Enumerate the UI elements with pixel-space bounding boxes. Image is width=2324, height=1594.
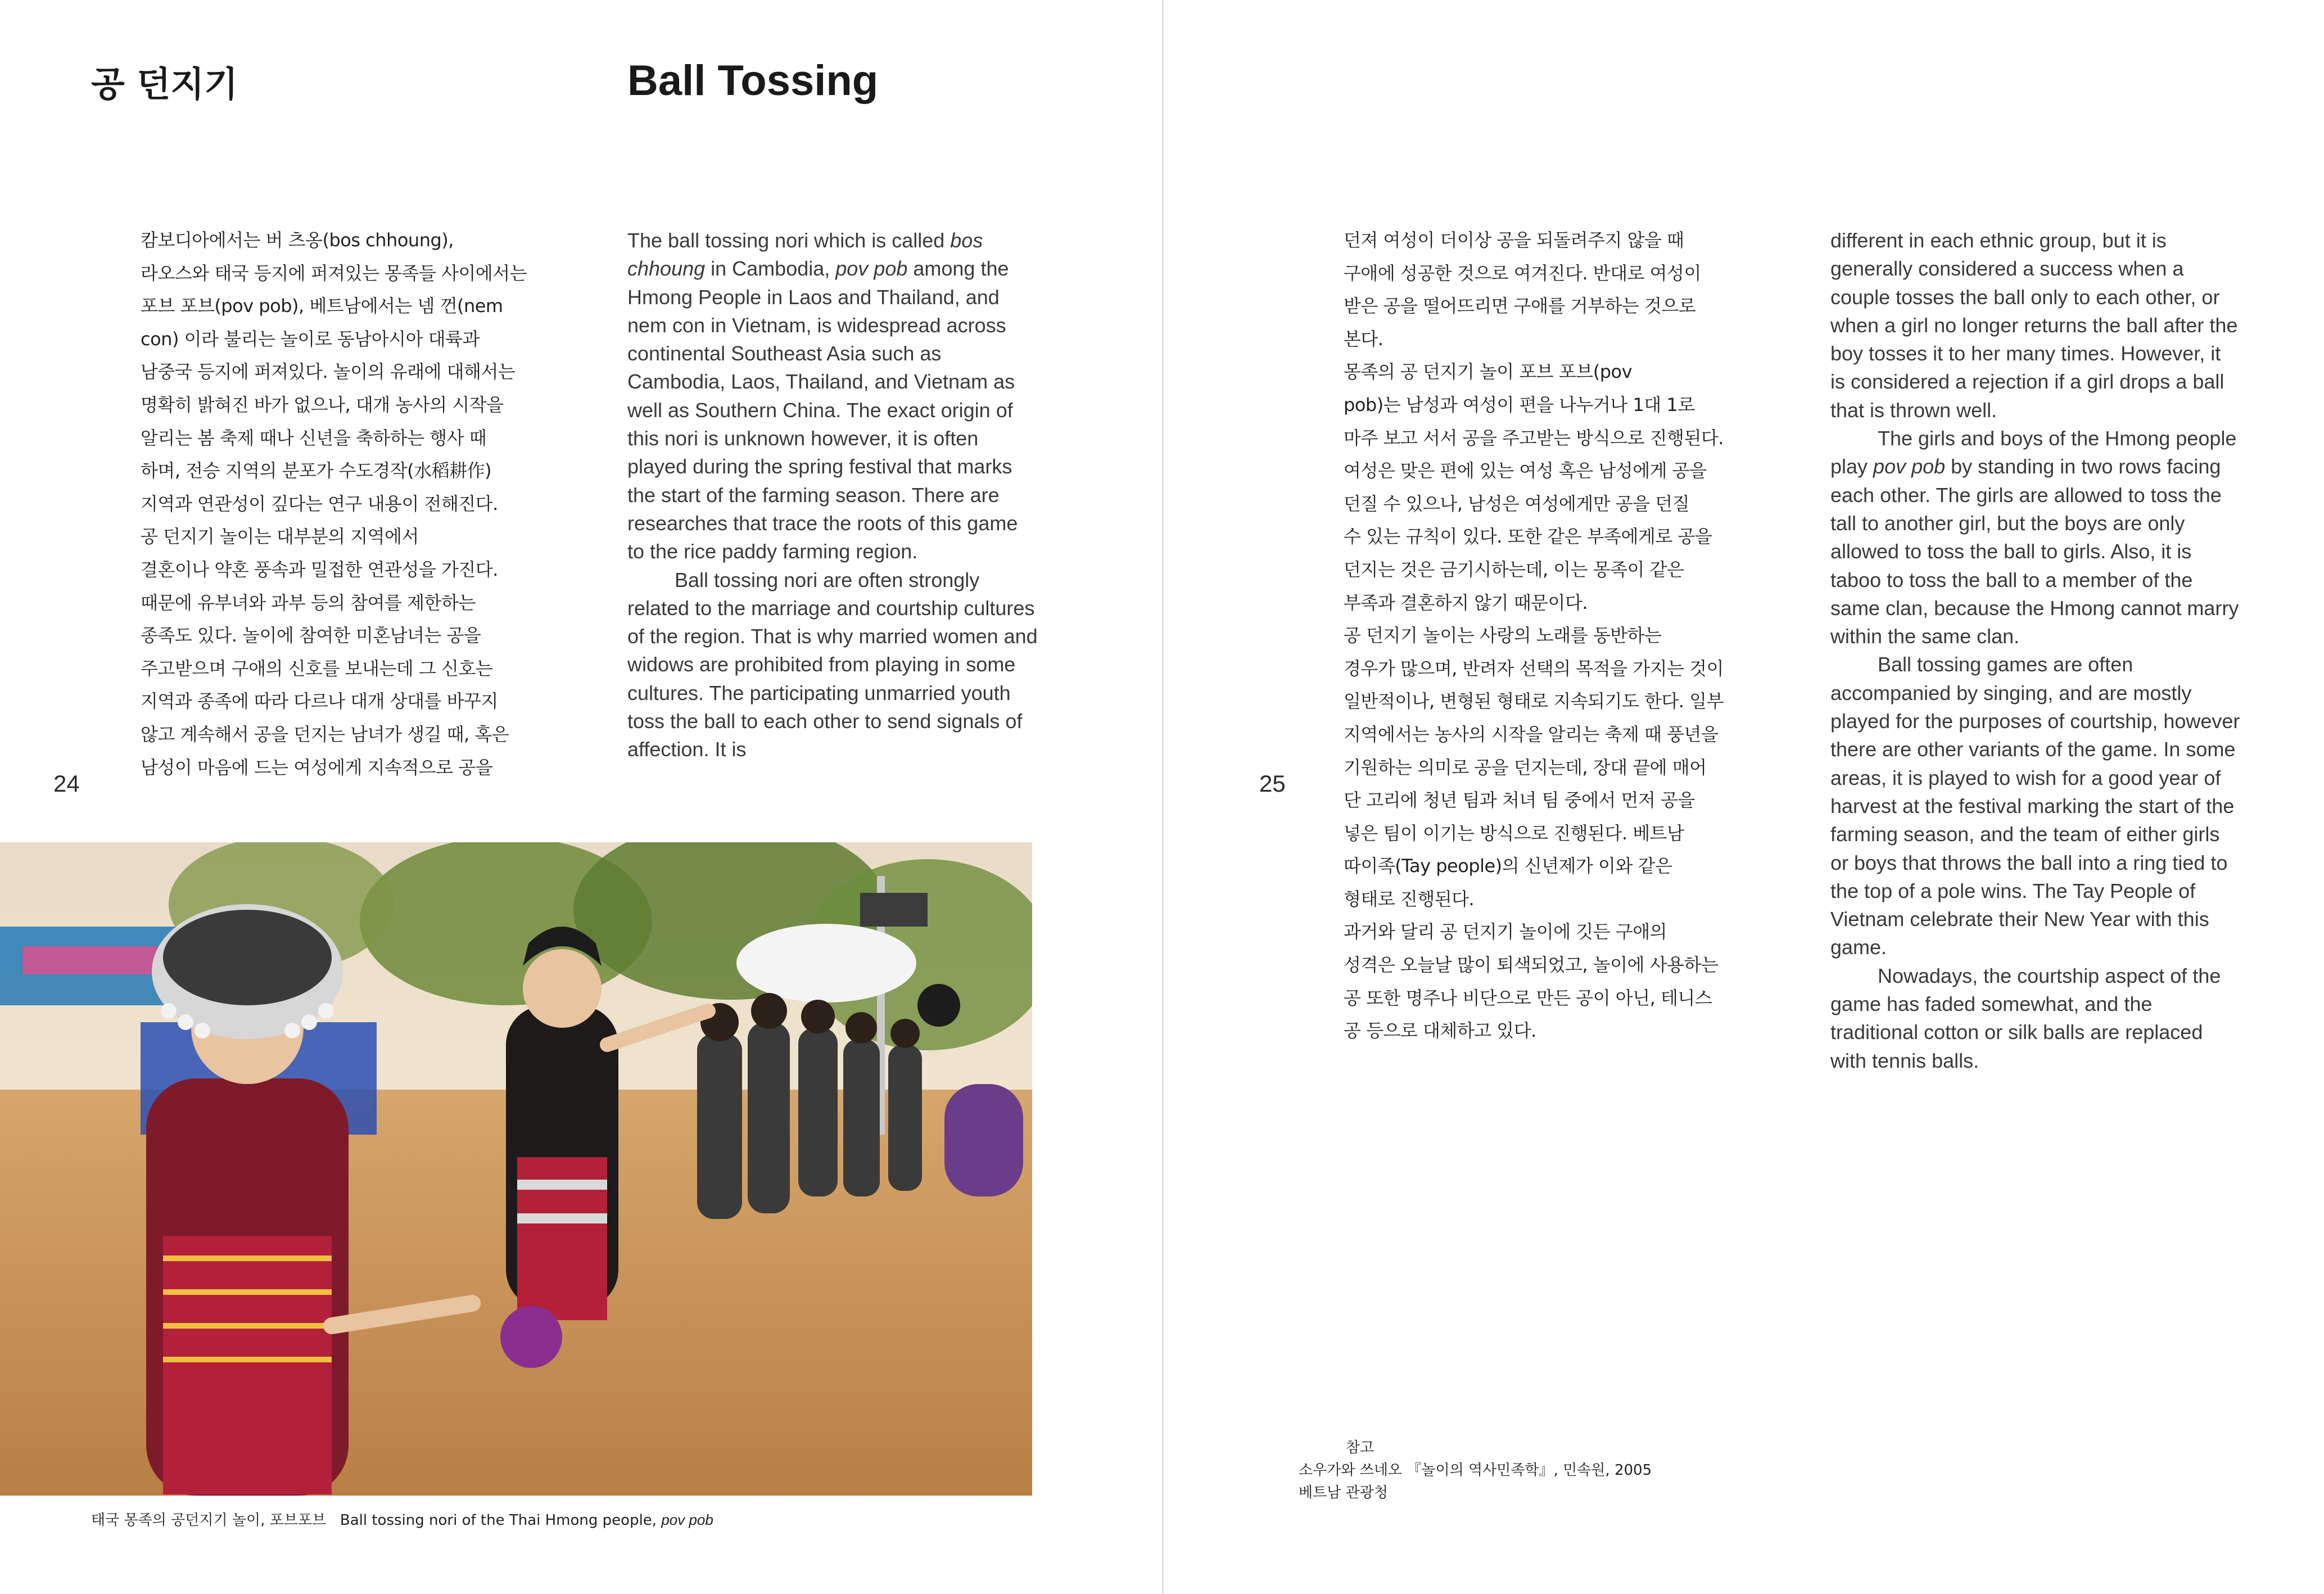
reference-item: 소우가와 쓰네오 『놀이의 역사민족학』, 민속원, 2005 [1299, 1462, 1652, 1479]
korean-body-text: 캄보디아에서는 버 츠옹(bos chhoung), 라오스와 태국 등지에 퍼져있는 몽족들 사이에서는 포브 포브(pov pob), 베트남에서는 넴 껀(nem con) 이라 불리는 놀이로 동남아시아 대륙과 남중국 등지에 퍼져있다. 놀이의 유래에 대해서는 명확히 밝혀진 바가 없으나, 대개 농사의 시작을 알리는 봄 축제 때나 신년을 축하하는 행사 때 하며, 전승 지역의 분포가 수도경작(水稻耕作) 지역과 연관성이 깊다는 연구 내용이 전해진다. 공 던지기 놀이는 대부분의 지역에서 결혼이나 약혼 풍속과 밀접한 연관성을 가진다. 때문에 유부녀와 과부 등의 참여를 제한하는 종족도 있다. 놀이에 참여한 미혼남녀는 공을 주고받으며 구애의 신호를 보내는데 그 신호는 지역과 종족에 따라 다르나 대개 상대를 바꾸지 않고 계속해서 공을 던지는 남녀가 생길 때, 혹은 남성이 마음에 드는 여성에게 지속적으로 공을 [141, 229, 527, 778]
page-number-right: 25 [1259, 770, 1286, 797]
hmong-ball-tossing-illustration [0, 842, 1032, 1496]
reference-item: 베트남 관광청 [1299, 1484, 1388, 1501]
english-paragraph-3: different in each ethnic group, but it is generally considered a success when a couple tosses the ball only to each other, or when a girl no longer returns the ball after the boy tosses it to her many times. However, it is considered a rejection if a girl drops a ball that is thrown well. [1830, 229, 2238, 422]
korean-column-right [1344, 224, 1760, 1047]
korean-column-left [141, 224, 562, 784]
title-korean: 공 던지기 [91, 64, 238, 105]
english-paragraph-6: Nowadays, the courtship aspect of the game has faded somewhat, and the traditional cotton or silk balls are replaced with tennis balls. [1830, 964, 2221, 1072]
english-column-right [1830, 227, 2241, 1075]
english-paragraph-5: Ball tossing games are often accompanied by singing, and are mostly played for the purposes of courtship, however there are other variants of the game. In some areas, it is played to wish for a good year of harvest at the festival marking the start of the farming season, and the team of either girls or boys that throws the ball into a ring tied to the top of a pole wins. The Tay People of Vietnam celebrate their New Year with this game. [1830, 653, 2240, 959]
korean-body-text-right: 던져 여성이 더이상 공을 되돌려주지 않을 때 구애에 성공한 것으로 여겨진다. 반대로 여성이 받은 공을 떨어뜨리면 구애를 거부하는 것으로 본다. 몽족의 공 던지기 놀이 포브 포브(pov pob)는 남성과 여성이 편을 나누거나 1대 1로 마주 보고 서서 공을 주고받는 방식으로 진행된다. 여성은 맞은 편에 있는 여성 혹은 남성에게 공을 던질 수 있으나, 남성은 여성에게만 공을 던질 수 있는 규칙이 있다. 또한 같은 부족에게로 공을 던지는 것은 금기시하는데, 이는 몽족이 같은 부족과 결혼하지 않기 때문이다. 공 던지기 놀이는 사랑의 노래를 동반하는 경우가 많으며, 반려자 선택의 목적을 가지는 것이 일반적이나, 변형된 형태로 지속되기도 한다. 일부 지역에서는 농사의 시작을 알리는 축제 때 풍년을 기원하는 의미로 공을 던지는데, 장대 끝에 매어 단 고리에 청년 팀과 처녀 팀 중에서 먼저 공을 넣은 팀이 이기는 방식으로 진행된다. 베트남 따이족(Tay people)의 신년제가 이와 같은 형태로 진행된다. 과거와 달리 공 던지기 놀이에 깃든 구애의 성격은 오늘날 많이 퇴색되었고, 놀이에 사용하는 공 또한 명주나 비단으로 만든 공이 아닌, 테니스 공 등으로 대체하고 있다. [1344, 229, 1724, 1042]
english-paragraph-1: The ball tossing nori which is called bos chhoung in Cambodia, pov pob among the Hmong People in Laos and Thailand, and nem con in Vietnam, is widespread across continental Southeast Asia such as Cambodia, Laos, Thailand, and Vietnam as well as Southern China. The exact origin of this nori is unknown however, it is often played during the spring festival that marks the start of the farming season. There are researches that trace the roots of this game to the rice paddy farming region. [627, 229, 1018, 563]
references-heading: 참고 [1346, 1439, 1374, 1456]
right-page [1164, 0, 2324, 1594]
references [1299, 1437, 1652, 1504]
english-paragraph-4: The girls and boys of the Hmong people play pov pob by standing in two rows facing each other. The girls are allowed to toss the tall to another girl, but the boys are only allowed to toss the ball to girls. Also, it is taboo to toss the ball to a member of the same clan, because the Hmong cannot marry within the same clan. [1830, 427, 2239, 648]
photo-caption: 태국 몽족의 공던지기 놀이, 포브포브 Ball tossing nori of the Thai Hmong people, pov pob [91, 1511, 713, 1529]
festival-photo [0, 842, 1032, 1496]
page-number-left: 24 [53, 770, 80, 797]
title-english: Ball Tossing [627, 57, 879, 105]
english-column-left [627, 227, 1038, 764]
english-paragraph-2: Ball tossing nori are often strongly related to the marriage and courtship cultures of the region. That is why married women and widows are prohibited from playing in some cultures. The participating unmarried youth toss the ball to each other to send signals of affection. It is [627, 568, 1038, 761]
